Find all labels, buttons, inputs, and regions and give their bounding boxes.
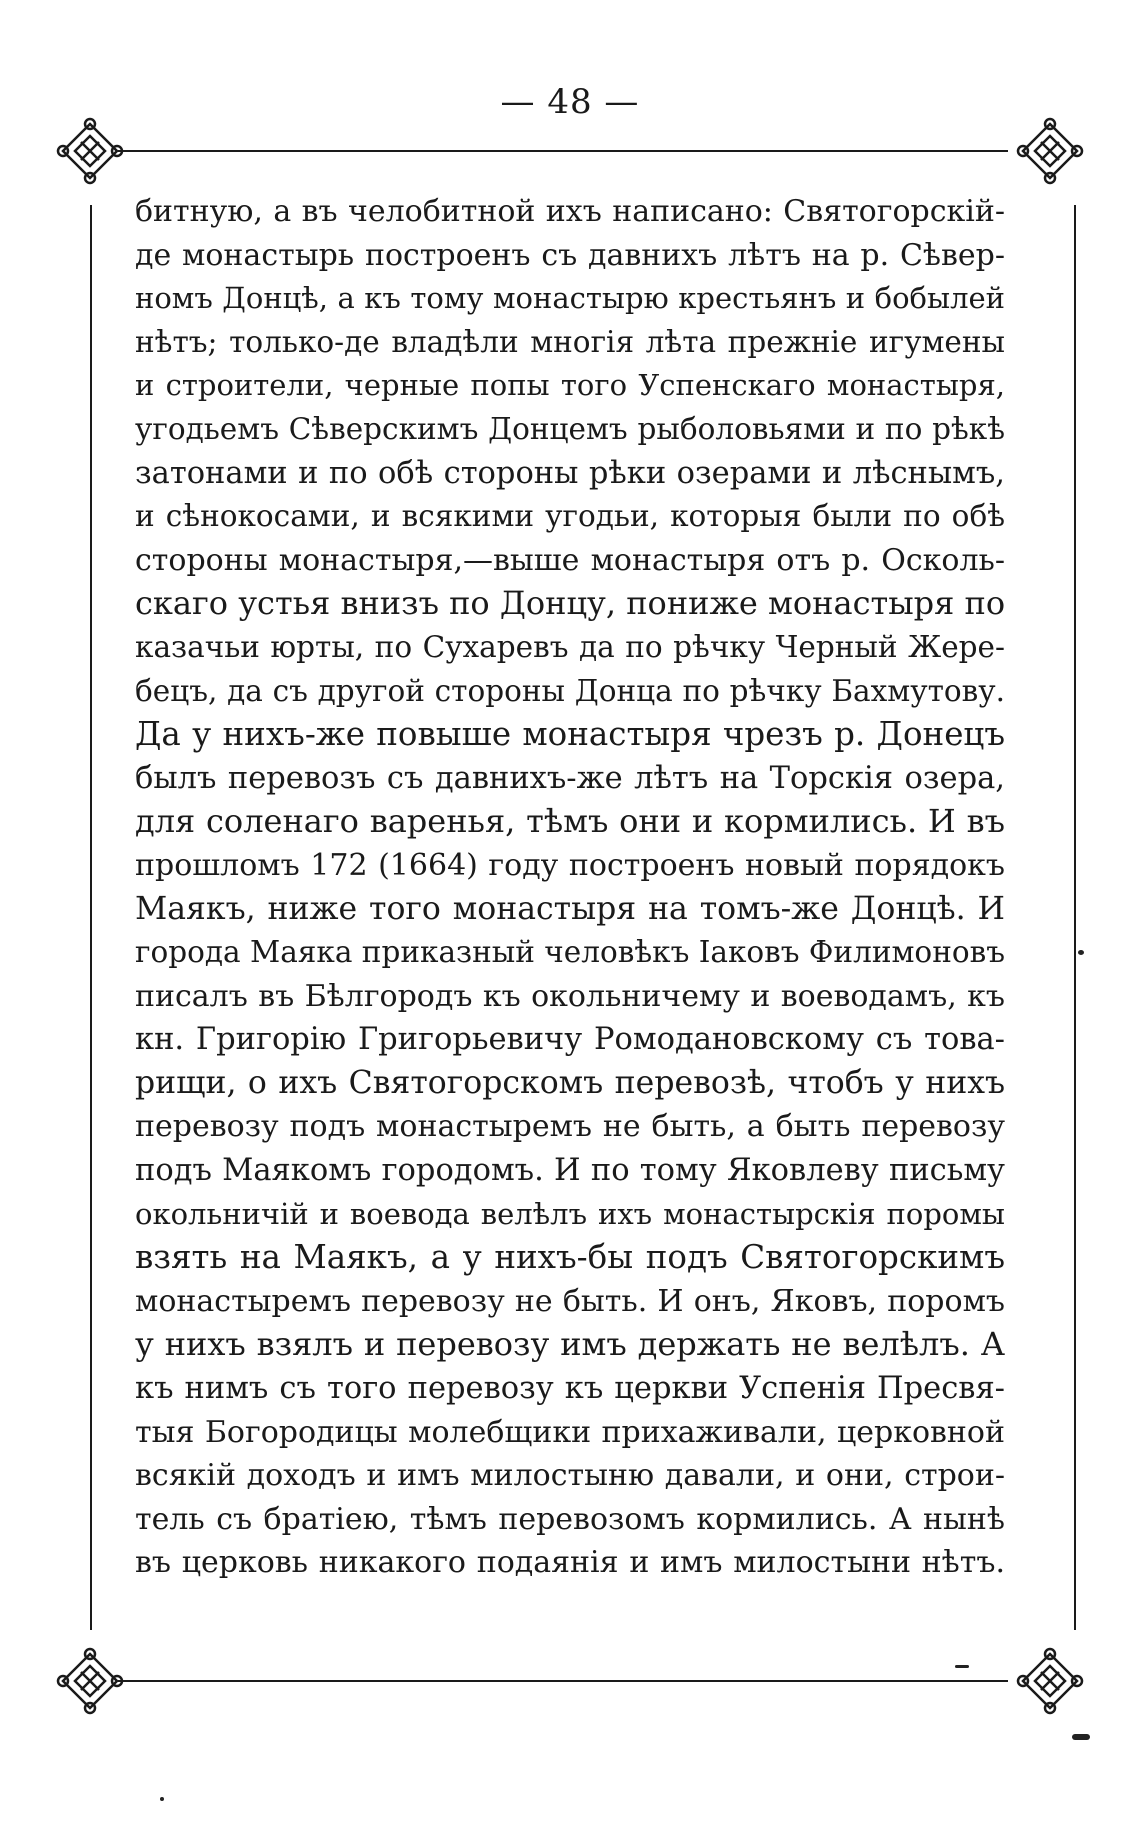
- text-line: прошломъ 172 (1664) году построенъ новый порядокъ: [135, 847, 1005, 883]
- text-line: перевозу подъ монастыремъ не быть, а быть перевозу: [135, 1109, 1005, 1145]
- text-line: писалъ въ Бѣлгородъ къ окольничему и воеводамъ, къ: [135, 978, 1005, 1014]
- text-line: Да у нихъ-же повыше монастыря чрезъ р. Донецъ: [135, 715, 1005, 754]
- ink-speck: [1072, 1734, 1090, 1740]
- text-line: въ церковь никакого подаянія и имъ милостыни нѣтъ.: [135, 1545, 1005, 1581]
- text-line: казачьи юрты, по Сухаревъ да по рѣчку Черный Жере-: [135, 629, 1005, 664]
- text-line: къ нимъ съ того перевозу къ церкви Успенія Пресвя-: [135, 1371, 1005, 1407]
- text-line: и строители, черные попы того Успенскаго монастыря,: [135, 368, 1005, 403]
- text-line: угодьемъ Сѣверскимъ Донцемъ рыболовьями и по рѣкѣ: [135, 411, 1005, 446]
- text-line: кн. Григорію Григорьевичу Ромодановскому съ това-: [135, 1022, 1005, 1058]
- frame-left-rule: [90, 205, 92, 1630]
- corner-knot-ornament-icon: [1015, 1646, 1085, 1716]
- ink-speck: [160, 1797, 164, 1801]
- page-number: — 48 —: [500, 82, 640, 122]
- text-line: всякій доходъ и имъ милостыню давали, и они, строи-: [135, 1458, 1005, 1494]
- corner-knot-ornament-icon: [1015, 116, 1085, 186]
- text-line: для соленаго варенья, тѣмъ они и кормились. И въ: [135, 802, 1005, 841]
- text-line: окольничій и воевода велѣлъ ихъ монастырскія поромы: [135, 1196, 1005, 1231]
- text-line: монастыремъ перевозу не быть. И онъ, Яковъ, поромъ: [135, 1283, 1005, 1319]
- text-line: битную, а въ челобитной ихъ написано: Святогорскій-: [135, 194, 1005, 229]
- corner-knot-ornament-icon: [55, 116, 125, 186]
- text-line: города Маяка приказный человѣкъ Іаковъ Филимоновъ: [135, 935, 1005, 970]
- ink-speck: [1078, 950, 1084, 955]
- text-line: номъ Донцѣ, а къ тому монастырю крестьянъ и бобылей: [135, 281, 1005, 316]
- frame-bottom-rule: [118, 1680, 1008, 1682]
- text-line: взять на Маякъ, а у нихъ-бы подъ Святогорскимъ: [135, 1238, 1005, 1277]
- text-line: подъ Маякомъ городомъ. И по тому Яковлеву письму: [135, 1153, 1005, 1189]
- text-line: нѣтъ; только-де владѣли многія лѣта прежніе игумены: [135, 324, 1005, 359]
- text-line: тель съ братіею, тѣмъ перевозомъ кормились. А нынѣ: [135, 1501, 1005, 1537]
- text-line: де монастырь построенъ съ давнихъ лѣтъ на р. Сѣвер-: [135, 237, 1005, 273]
- text-line: бецъ, да съ другой стороны Донца по рѣчку Бахмутову.: [135, 673, 1005, 708]
- corner-knot-ornament-icon: [55, 1646, 125, 1716]
- text-line: и сѣнокосами, и всякими угодьи, которыя были по обѣ: [135, 499, 1005, 534]
- text-line: затонами и по обѣ стороны рѣки озерами и лѣснымъ,: [135, 455, 1005, 491]
- body-text: [135, 190, 1005, 1585]
- ink-speck: [955, 1665, 969, 1668]
- text-line: у нихъ взялъ и перевозу имъ держать не велѣлъ. А: [135, 1325, 1005, 1364]
- text-line: скаго устья внизъ по Донцу, пониже монастыря по: [135, 584, 1006, 623]
- frame-right-rule: [1074, 205, 1076, 1630]
- text-line: рищи, о ихъ Святогорскомъ перевозѣ, чтобъ у нихъ: [135, 1064, 1005, 1101]
- text-line: былъ перевозъ съ давнихъ-же лѣтъ на Торскія озера,: [135, 760, 1005, 796]
- frame-top-rule: [118, 150, 1008, 152]
- text-line: стороны монастыря,—выше монастыря отъ р. Осколь-: [135, 542, 1005, 578]
- text-line: тыя Богородицы молебщики прихаживали, церковной: [135, 1414, 1005, 1450]
- text-line: Маякъ, ниже того монастыря на томъ-же Донцѣ. И: [135, 890, 1005, 927]
